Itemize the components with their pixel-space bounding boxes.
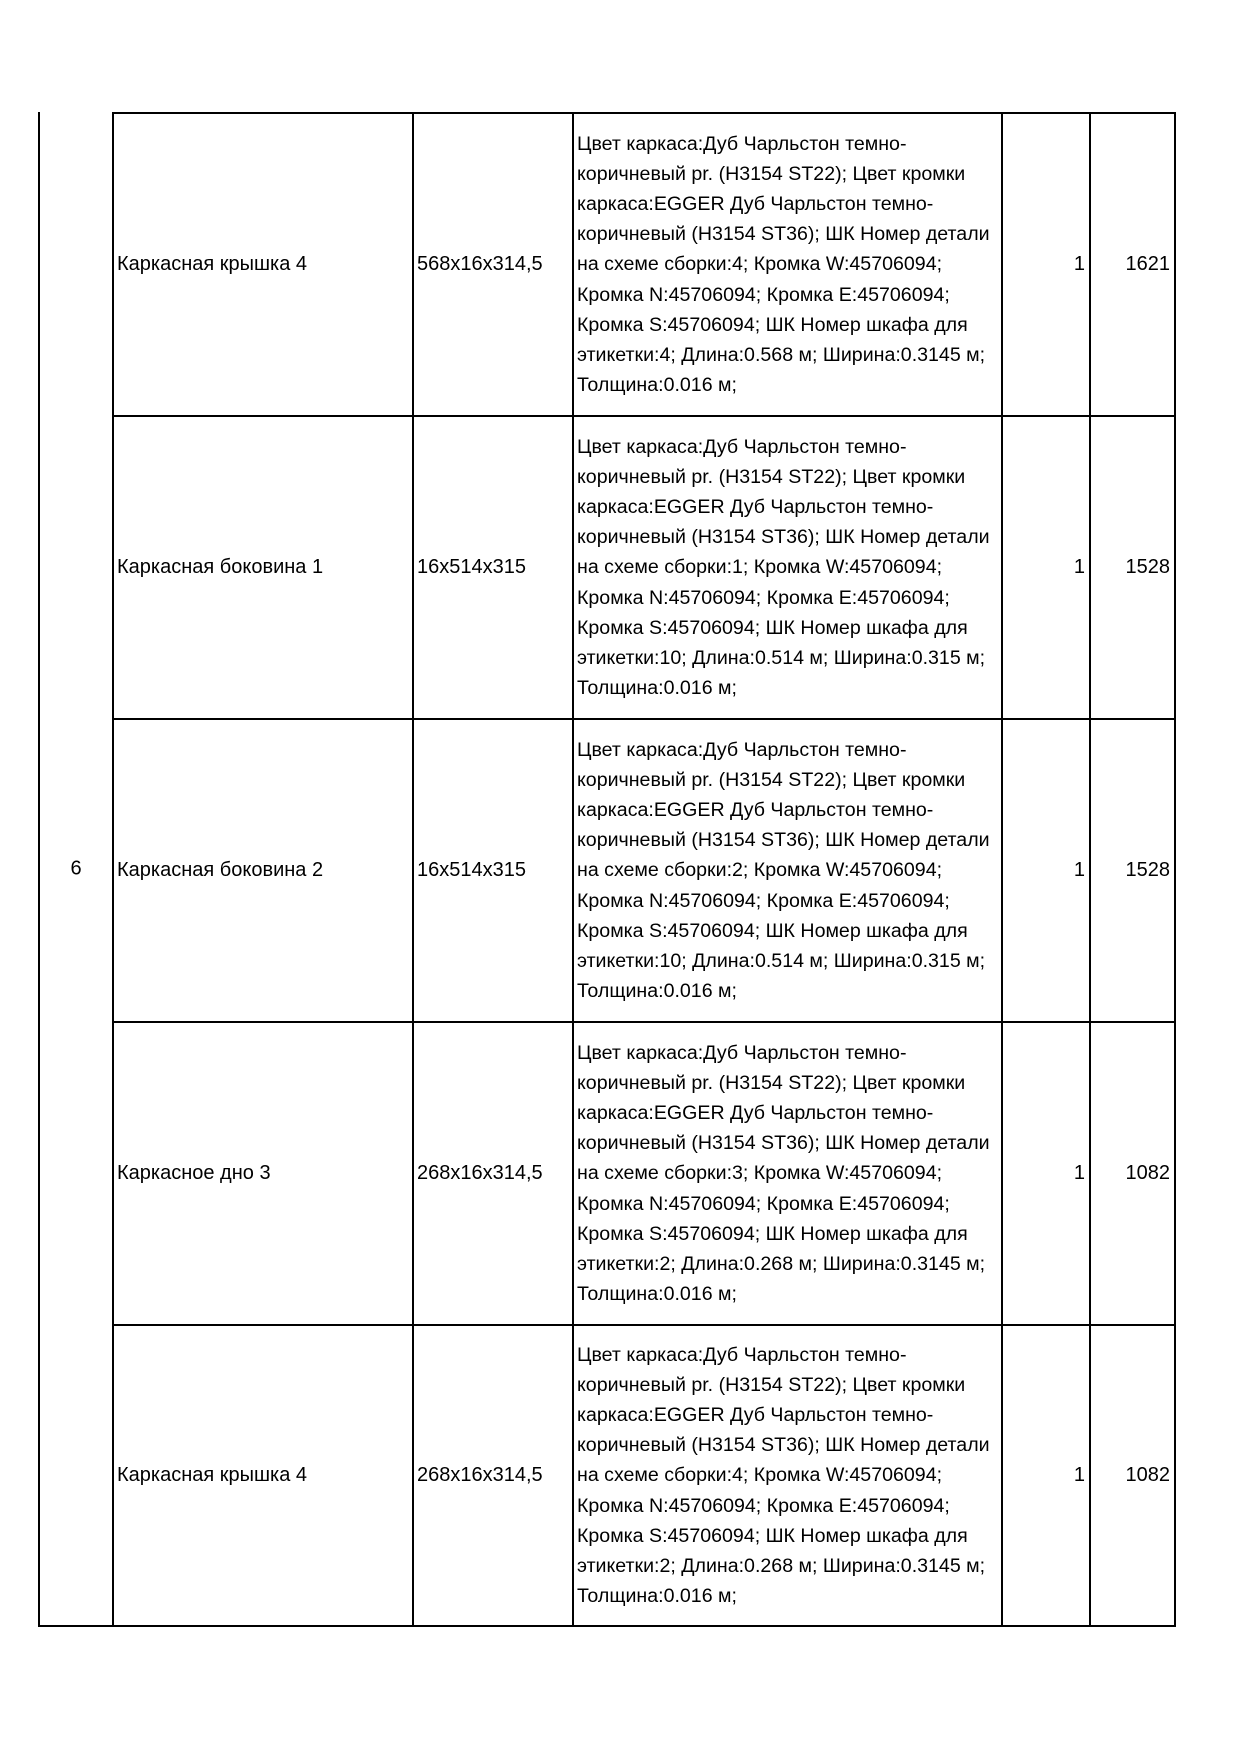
table-row [112,718,1176,1021]
table-row [112,112,1176,415]
quantity-cell: 1 [1001,1324,1089,1627]
table-row [112,1324,1176,1627]
group-number-cell [38,112,112,1627]
description-cell: Цвет каркаса:Дуб Чарльстон темно-коричневый pr. (H3154 ST22); Цвет кромки каркаса:EGGER Дуб Чарльстон темно-коричневый (H3154 ST36); ШК Номер детали на схеме сборки:4; Кромка W:45706094; Кромка N:45706094; Кромка E:45706094; Кромка S:45706094; ШК Номер шкафа для этикетки:4; Длина:0.568 м; Ширина:0.3145 м; Толщина:0.016 м; [572,112,1001,415]
description-cell: Цвет каркаса:Дуб Чарльстон темно-коричневый pr. (H3154 ST22); Цвет кромки каркаса:EGGER Дуб Чарльстон темно-коричневый (H3154 ST36); ШК Номер детали на схеме сборки:1; Кромка W:45706094; Кромка N:45706094; Кромка E:45706094; Кромка S:45706094; ШК Номер шкафа для этикетки:10; Длина:0.514 м; Ширина:0.315 м; Толщина:0.016 м; [572,415,1001,718]
part-name-cell: Каркасная крышка 4 [112,1324,412,1627]
part-name-cell: Каркасная боковина 2 [112,718,412,1021]
group-number: 6 [70,857,82,879]
price-cell: 1082 [1089,1324,1176,1627]
dimensions-cell: 268x16x314,5 [412,1324,572,1627]
dimensions-cell: 16x514x315 [412,415,572,718]
quantity-cell: 1 [1001,1021,1089,1324]
quantity-cell: 1 [1001,112,1089,415]
price-cell: 1082 [1089,1021,1176,1324]
quantity-cell: 1 [1001,415,1089,718]
dimensions-cell: 268x16x314,5 [412,1021,572,1324]
description-cell: Цвет каркаса:Дуб Чарльстон темно-коричневый pr. (H3154 ST22); Цвет кромки каркаса:EGGER Дуб Чарльстон темно-коричневый (H3154 ST36); ШК Номер детали на схеме сборки:4; Кромка W:45706094; Кромка N:45706094; Кромка E:45706094; Кромка S:45706094; ШК Номер шкафа для этикетки:2; Длина:0.268 м; Ширина:0.3145 м; Толщина:0.016 м; [572,1324,1001,1627]
table-row [112,415,1176,718]
description-cell: Цвет каркаса:Дуб Чарльстон темно-коричневый pr. (H3154 ST22); Цвет кромки каркаса:EGGER Дуб Чарльстон темно-коричневый (H3154 ST36); ШК Номер детали на схеме сборки:3; Кромка W:45706094; Кромка N:45706094; Кромка E:45706094; Кромка S:45706094; ШК Номер шкафа для этикетки:2; Длина:0.268 м; Ширина:0.3145 м; Толщина:0.016 м; [572,1021,1001,1324]
price-cell: 1528 [1089,718,1176,1021]
dimensions-cell: 568x16x314,5 [412,112,572,415]
part-name-cell: Каркасная крышка 4 [112,112,412,415]
dimensions-cell: 16x514x315 [412,718,572,1021]
price-cell: 1528 [1089,415,1176,718]
table-row [112,1021,1176,1324]
quantity-cell: 1 [1001,718,1089,1021]
part-name-cell: Каркасное дно 3 [112,1021,412,1324]
part-name-cell: Каркасная боковина 1 [112,415,412,718]
price-cell: 1621 [1089,112,1176,415]
description-cell: Цвет каркаса:Дуб Чарльстон темно-коричневый pr. (H3154 ST22); Цвет кромки каркаса:EGGER Дуб Чарльстон темно-коричневый (H3154 ST36); ШК Номер детали на схеме сборки:2; Кромка W:45706094; Кромка N:45706094; Кромка E:45706094; Кромка S:45706094; ШК Номер шкафа для этикетки:10; Длина:0.514 м; Ширина:0.315 м; Толщина:0.016 м; [572,718,1001,1021]
